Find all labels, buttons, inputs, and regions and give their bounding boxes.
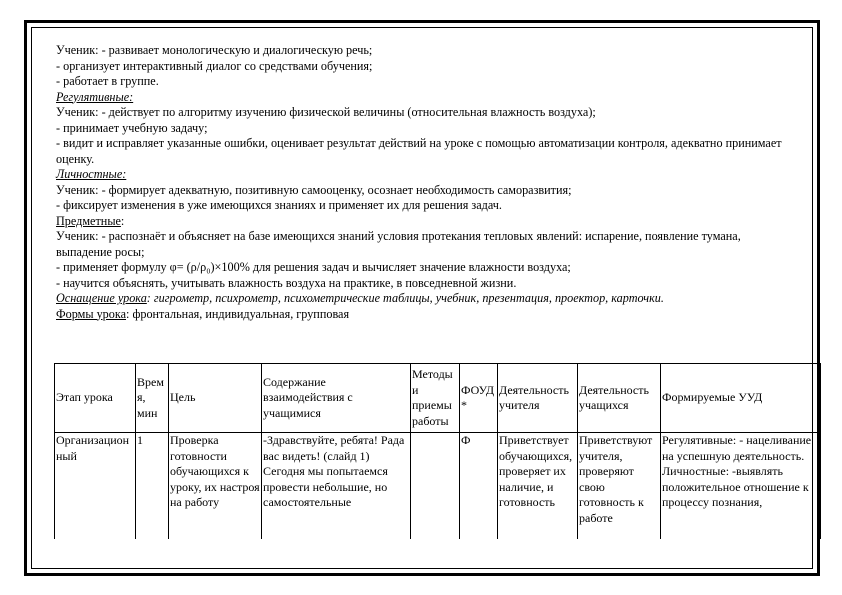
header-teacher: Деятельность учителя	[498, 364, 578, 433]
text-line: - принимает учебную задачу;	[56, 120, 208, 135]
cell-uud-line: Личностные: -выявлять положительное отношение к процессу познания,	[662, 464, 809, 509]
table-row	[55, 433, 821, 540]
header-methods: Методы и приемы работы	[411, 364, 460, 433]
equipment-text: : гигрометр, психрометр, психометрические таблицы, учебник, презентация, проектор, карточки.	[146, 291, 664, 305]
equipment-line	[56, 291, 796, 307]
text-line: - работает в группе.	[56, 74, 159, 88]
header-time: Время, мин	[136, 364, 169, 433]
text-line: Ученик: - формирует адекватную, позитивную самооценку, осознает необходимость саморазвития;	[56, 182, 572, 197]
section-heading-subject	[56, 214, 796, 230]
forms-line	[56, 307, 796, 323]
header-content: Содержание взаимодействия с учащимися	[262, 364, 411, 433]
text-line: Ученик: - действует по алгоритму изучению физической величины (относительная влажность воздуха);	[56, 105, 596, 119]
cell-goal: Проверка готовности обучающихся к уроку, их настроя на работу	[169, 433, 262, 540]
lesson-plan-table	[54, 363, 821, 539]
formula-line: - применяет формулу φ= (ρ/ρ₀)×100% для решения задач и вычисляет значение влажности воздуха;	[56, 260, 571, 274]
cell-uud-line: Регулятивные: - нацеливание на успешную деятельность.	[662, 433, 812, 463]
text-line: - научится объяснять, учитывать влажность воздуха на практике, в повседневной жизни.	[56, 275, 517, 290]
header-students: Деятельность учащихся	[578, 364, 661, 433]
forms-text: : фронтальная, индивидуальная, групповая	[126, 306, 350, 321]
cell-students: Приветствуют учителя, проверяют свою готовность к работе	[578, 433, 661, 540]
text-line: - организует интерактивный диалог со средствами обучения;	[56, 58, 373, 73]
text-line: Ученик: - развивает монологическую и диалогическую речь;	[56, 43, 373, 57]
subject-heading-label: Предметные	[56, 213, 121, 228]
header-goal: Цель	[169, 364, 262, 433]
text-line: - видит и исправляет указанные ошибки, оценивает результат действий на уроке с помощью автоматизации контроля, адекватно принимает оценку.	[56, 136, 782, 166]
header-uud: Формируемые УУД	[661, 364, 821, 433]
text-line: Ученик: - распознаёт и объясняет на базе имеющихся знаний условия протекания тепловых явлений: испарение, появление тумана, выпадение росы;	[56, 229, 741, 259]
cell-stage: Организационный	[55, 433, 136, 540]
cell-content-line: Сегодня мы попытаемся провести небольшие, но самостоятельные	[263, 464, 388, 509]
section-heading-personal: Личностные:	[56, 167, 127, 181]
cell-uud	[661, 433, 821, 540]
cell-teacher: Приветствует обучающихся, проверяет их наличие, и готовность	[498, 433, 578, 540]
cell-fou: Ф	[460, 433, 498, 540]
document-body	[56, 43, 796, 322]
section-heading-regulative: Регулятивные:	[56, 89, 134, 104]
lesson-table-container	[54, 363, 824, 539]
cell-content	[262, 433, 411, 540]
subject-heading-colon: :	[120, 213, 125, 228]
cell-methods	[411, 433, 460, 540]
equipment-heading: Оснащение урока	[56, 291, 147, 305]
table-header-row	[55, 364, 821, 433]
cell-content-line: -Здравствуйте, ребята! Рада вас видеть! (слайд 1)	[263, 433, 405, 463]
cell-time: 1	[136, 433, 169, 540]
header-stage: Этап урока	[55, 364, 136, 433]
forms-heading: Формы урока	[56, 306, 127, 321]
header-fou: ФОУД*	[460, 364, 498, 433]
text-line: - фиксирует изменения в уже имеющихся знаниях и применяет их для решения задач.	[56, 198, 502, 212]
